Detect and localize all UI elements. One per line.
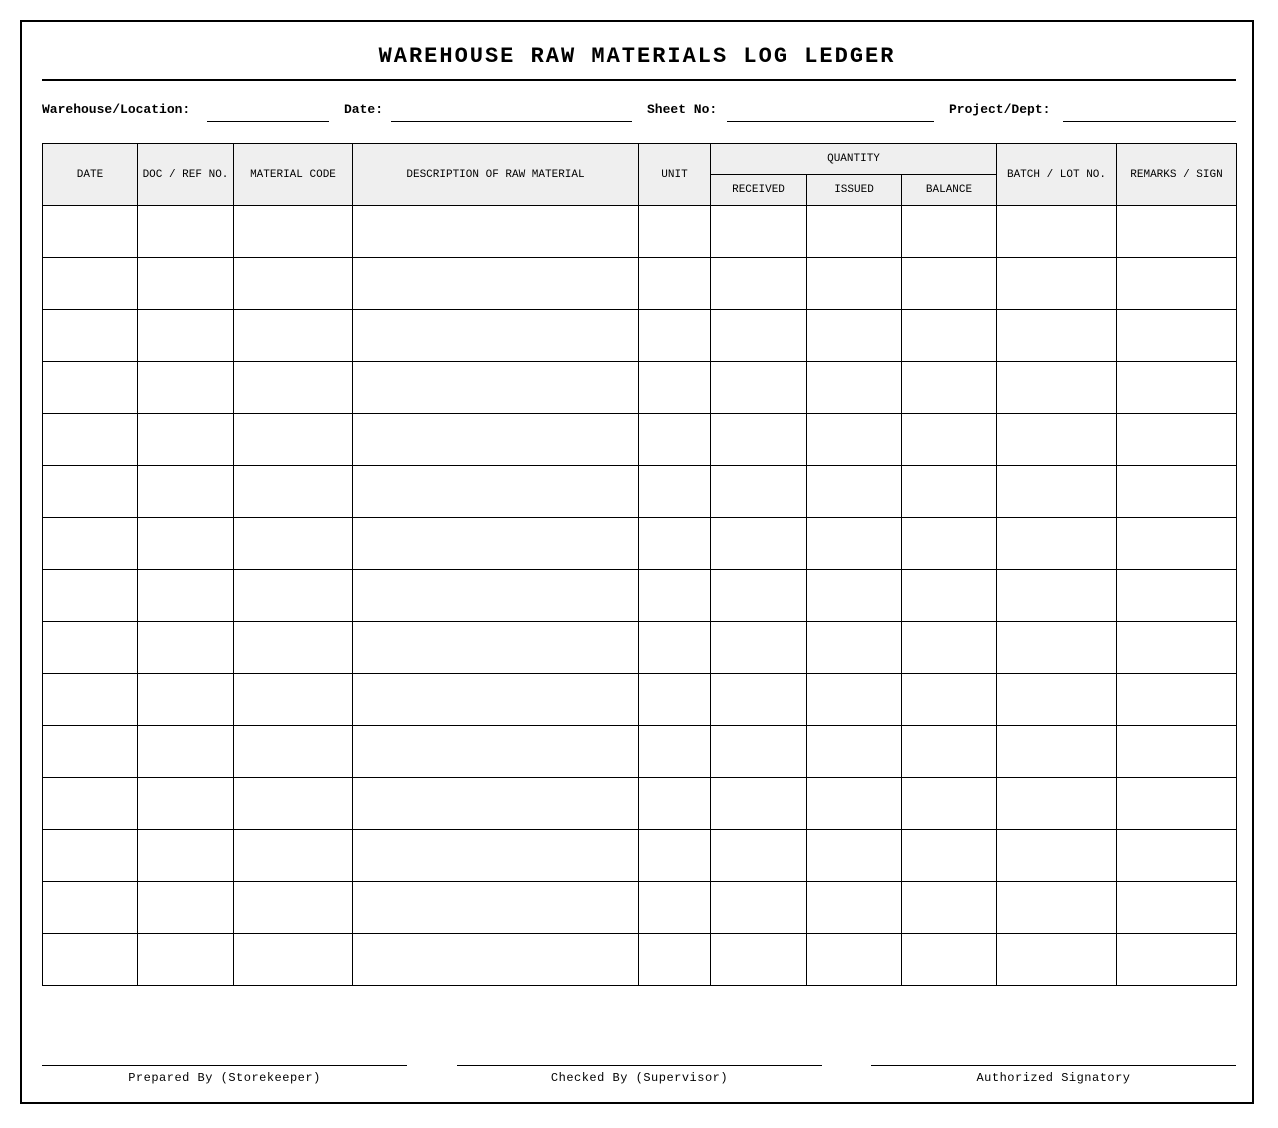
cell-date[interactable] <box>43 310 138 362</box>
cell-issued[interactable] <box>807 258 902 310</box>
ledger-body <box>43 206 1237 986</box>
table-row <box>43 882 1237 934</box>
cell-material-code[interactable] <box>234 778 353 830</box>
cell-description[interactable] <box>353 934 639 986</box>
cell-date[interactable] <box>43 362 138 414</box>
date-label: Date: <box>344 102 384 117</box>
cell-batch-lot-no[interactable] <box>997 258 1117 310</box>
cell-description[interactable] <box>353 518 639 570</box>
signature-line[interactable] <box>871 1065 1236 1066</box>
cell-doc-ref-no[interactable] <box>138 466 234 518</box>
signature-prepared-by <box>42 1065 407 1085</box>
cell-balance[interactable] <box>902 414 997 466</box>
cell-description[interactable] <box>353 414 639 466</box>
cell-material-code[interactable] <box>234 310 353 362</box>
cell-date[interactable] <box>43 726 138 778</box>
cell-remarks-sign[interactable] <box>1117 258 1237 310</box>
cell-date[interactable] <box>43 934 138 986</box>
cell-balance[interactable] <box>902 258 997 310</box>
header-unit: UNIT <box>639 144 711 206</box>
cell-received[interactable] <box>711 310 807 362</box>
cell-date[interactable] <box>43 778 138 830</box>
cell-unit[interactable] <box>639 258 711 310</box>
cell-batch-lot-no[interactable] <box>997 934 1117 986</box>
project-dept-field[interactable] <box>1063 121 1236 122</box>
table-row <box>43 414 1237 466</box>
cell-description[interactable] <box>353 622 639 674</box>
cell-material-code[interactable] <box>234 674 353 726</box>
cell-date[interactable] <box>43 258 138 310</box>
cell-material-code[interactable] <box>234 362 353 414</box>
cell-batch-lot-no[interactable] <box>997 622 1117 674</box>
cell-unit[interactable] <box>639 518 711 570</box>
cell-date[interactable] <box>43 466 138 518</box>
cell-unit[interactable] <box>639 362 711 414</box>
cell-remarks-sign[interactable] <box>1117 622 1237 674</box>
cell-balance[interactable] <box>902 362 997 414</box>
cell-batch-lot-no[interactable] <box>997 570 1117 622</box>
cell-remarks-sign[interactable] <box>1117 466 1237 518</box>
cell-batch-lot-no[interactable] <box>997 830 1117 882</box>
cell-material-code[interactable] <box>234 830 353 882</box>
cell-issued[interactable] <box>807 518 902 570</box>
table-row <box>43 934 1237 986</box>
header-issued: ISSUED <box>807 175 902 206</box>
cell-material-code[interactable] <box>234 882 353 934</box>
header-doc-ref-no: DOC / REF NO. <box>138 144 234 206</box>
cell-doc-ref-no[interactable] <box>138 674 234 726</box>
table-row <box>43 830 1237 882</box>
cell-material-code[interactable] <box>234 622 353 674</box>
cell-unit[interactable] <box>639 934 711 986</box>
signature-label: Prepared By (Storekeeper) <box>128 1071 321 1085</box>
cell-unit[interactable] <box>639 206 711 258</box>
cell-description[interactable] <box>353 570 639 622</box>
cell-balance[interactable] <box>902 570 997 622</box>
cell-unit[interactable] <box>639 674 711 726</box>
cell-remarks-sign[interactable] <box>1117 362 1237 414</box>
cell-unit[interactable] <box>639 622 711 674</box>
cell-description[interactable] <box>353 830 639 882</box>
cell-description[interactable] <box>353 882 639 934</box>
cell-batch-lot-no[interactable] <box>997 362 1117 414</box>
cell-issued[interactable] <box>807 414 902 466</box>
table-row <box>43 362 1237 414</box>
cell-issued[interactable] <box>807 830 902 882</box>
cell-unit[interactable] <box>639 882 711 934</box>
cell-issued[interactable] <box>807 466 902 518</box>
header-date: DATE <box>43 144 138 206</box>
cell-received[interactable] <box>711 518 807 570</box>
cell-material-code[interactable] <box>234 466 353 518</box>
sheet-no-label: Sheet No: <box>647 102 718 117</box>
table-row <box>43 206 1237 258</box>
cell-doc-ref-no[interactable] <box>138 206 234 258</box>
cell-unit[interactable] <box>639 466 711 518</box>
cell-doc-ref-no[interactable] <box>138 934 234 986</box>
cell-balance[interactable] <box>902 882 997 934</box>
cell-date[interactable] <box>43 830 138 882</box>
header-remarks-sign: REMARKS / SIGN <box>1117 144 1237 206</box>
header-quantity: QUANTITY <box>711 144 997 175</box>
cell-issued[interactable] <box>807 934 902 986</box>
signature-authorized <box>871 1065 1236 1085</box>
cell-unit[interactable] <box>639 570 711 622</box>
cell-remarks-sign[interactable] <box>1117 778 1237 830</box>
cell-doc-ref-no[interactable] <box>138 414 234 466</box>
signature-label: Checked By (Supervisor) <box>550 1071 729 1085</box>
cell-doc-ref-no[interactable] <box>138 518 234 570</box>
cell-date[interactable] <box>43 414 138 466</box>
cell-doc-ref-no[interactable] <box>138 362 234 414</box>
cell-doc-ref-no[interactable] <box>138 570 234 622</box>
cell-received[interactable] <box>711 778 807 830</box>
cell-remarks-sign[interactable] <box>1117 310 1237 362</box>
cell-balance[interactable] <box>902 934 997 986</box>
signature-label: Authorized Signatory <box>976 1071 1131 1085</box>
cell-received[interactable] <box>711 882 807 934</box>
table-row <box>43 674 1237 726</box>
cell-issued[interactable] <box>807 882 902 934</box>
cell-material-code[interactable] <box>234 726 353 778</box>
project-dept-label: Project/Dept: <box>949 102 1051 117</box>
cell-material-code[interactable] <box>234 258 353 310</box>
cell-material-code[interactable] <box>234 414 353 466</box>
cell-description[interactable] <box>353 778 639 830</box>
ledger-table <box>42 143 1237 986</box>
table-row <box>43 622 1237 674</box>
cell-doc-ref-no[interactable] <box>138 258 234 310</box>
cell-balance[interactable] <box>902 830 997 882</box>
cell-material-code[interactable] <box>234 570 353 622</box>
cell-issued[interactable] <box>807 362 902 414</box>
cell-material-code[interactable] <box>234 934 353 986</box>
page-title: WAREHOUSE RAW MATERIALS LOG LEDGER <box>378 44 896 69</box>
cell-received[interactable] <box>711 830 807 882</box>
table-row <box>43 466 1237 518</box>
table-row <box>43 778 1237 830</box>
cell-received[interactable] <box>711 934 807 986</box>
cell-description[interactable] <box>353 206 639 258</box>
header-received: RECEIVED <box>711 175 807 206</box>
cell-unit[interactable] <box>639 414 711 466</box>
header-description: DESCRIPTION OF RAW MATERIAL <box>353 144 639 206</box>
table-row <box>43 726 1237 778</box>
cell-balance[interactable] <box>902 206 997 258</box>
cell-balance[interactable] <box>902 726 997 778</box>
cell-remarks-sign[interactable] <box>1117 882 1237 934</box>
signature-line[interactable] <box>457 1065 822 1066</box>
table-row <box>43 258 1237 310</box>
cell-description[interactable] <box>353 310 639 362</box>
cell-received[interactable] <box>711 570 807 622</box>
cell-description[interactable] <box>353 258 639 310</box>
cell-batch-lot-no[interactable] <box>997 778 1117 830</box>
cell-issued[interactable] <box>807 622 902 674</box>
cell-balance[interactable] <box>902 466 997 518</box>
cell-doc-ref-no[interactable] <box>138 622 234 674</box>
signature-line[interactable] <box>42 1065 407 1066</box>
ledger-sheet <box>20 20 1254 1104</box>
cell-balance[interactable] <box>902 518 997 570</box>
cell-doc-ref-no[interactable] <box>138 882 234 934</box>
cell-issued[interactable] <box>807 570 902 622</box>
cell-description[interactable] <box>353 674 639 726</box>
cell-balance[interactable] <box>902 622 997 674</box>
cell-unit[interactable] <box>639 726 711 778</box>
cell-issued[interactable] <box>807 778 902 830</box>
cell-description[interactable] <box>353 726 639 778</box>
cell-batch-lot-no[interactable] <box>997 518 1117 570</box>
cell-date[interactable] <box>43 518 138 570</box>
cell-batch-lot-no[interactable] <box>997 882 1117 934</box>
cell-received[interactable] <box>711 726 807 778</box>
cell-batch-lot-no[interactable] <box>997 414 1117 466</box>
cell-batch-lot-no[interactable] <box>997 310 1117 362</box>
cell-doc-ref-no[interactable] <box>138 830 234 882</box>
signature-checked-by <box>457 1065 822 1085</box>
cell-unit[interactable] <box>639 830 711 882</box>
cell-balance[interactable] <box>902 674 997 726</box>
cell-remarks-sign[interactable] <box>1117 570 1237 622</box>
cell-remarks-sign[interactable] <box>1117 934 1237 986</box>
cell-received[interactable] <box>711 258 807 310</box>
header-balance: BALANCE <box>902 175 997 206</box>
cell-remarks-sign[interactable] <box>1117 830 1237 882</box>
cell-issued[interactable] <box>807 726 902 778</box>
cell-balance[interactable] <box>902 778 997 830</box>
cell-batch-lot-no[interactable] <box>997 206 1117 258</box>
cell-doc-ref-no[interactable] <box>138 778 234 830</box>
cell-remarks-sign[interactable] <box>1117 414 1237 466</box>
title-divider <box>42 79 1236 81</box>
cell-date[interactable] <box>43 570 138 622</box>
cell-unit[interactable] <box>639 310 711 362</box>
warehouse-location-field[interactable] <box>207 121 329 122</box>
cell-received[interactable] <box>711 206 807 258</box>
cell-description[interactable] <box>353 466 639 518</box>
header-material-code: MATERIAL CODE <box>234 144 353 206</box>
cell-date[interactable] <box>43 882 138 934</box>
date-field[interactable] <box>391 121 632 122</box>
cell-date[interactable] <box>43 622 138 674</box>
cell-batch-lot-no[interactable] <box>997 726 1117 778</box>
cell-material-code[interactable] <box>234 518 353 570</box>
sheet-no-field[interactable] <box>727 121 934 122</box>
cell-doc-ref-no[interactable] <box>138 726 234 778</box>
cell-date[interactable] <box>43 206 138 258</box>
cell-description[interactable] <box>353 362 639 414</box>
cell-received[interactable] <box>711 466 807 518</box>
header-batch-lot-no: BATCH / LOT NO. <box>997 144 1117 206</box>
cell-remarks-sign[interactable] <box>1117 674 1237 726</box>
cell-unit[interactable] <box>639 778 711 830</box>
cell-balance[interactable] <box>902 310 997 362</box>
cell-batch-lot-no[interactable] <box>997 674 1117 726</box>
cell-received[interactable] <box>711 414 807 466</box>
cell-received[interactable] <box>711 362 807 414</box>
cell-doc-ref-no[interactable] <box>138 310 234 362</box>
cell-remarks-sign[interactable] <box>1117 518 1237 570</box>
cell-issued[interactable] <box>807 674 902 726</box>
warehouse-location-label: Warehouse/Location: <box>42 102 191 117</box>
cell-issued[interactable] <box>807 310 902 362</box>
cell-received[interactable] <box>711 622 807 674</box>
cell-batch-lot-no[interactable] <box>997 466 1117 518</box>
cell-remarks-sign[interactable] <box>1117 206 1237 258</box>
cell-date[interactable] <box>43 674 138 726</box>
info-fields <box>42 102 1236 124</box>
table-row <box>43 570 1237 622</box>
table-row <box>43 518 1237 570</box>
cell-issued[interactable] <box>807 206 902 258</box>
cell-received[interactable] <box>711 674 807 726</box>
table-row <box>43 310 1237 362</box>
cell-remarks-sign[interactable] <box>1117 726 1237 778</box>
cell-material-code[interactable] <box>234 206 353 258</box>
